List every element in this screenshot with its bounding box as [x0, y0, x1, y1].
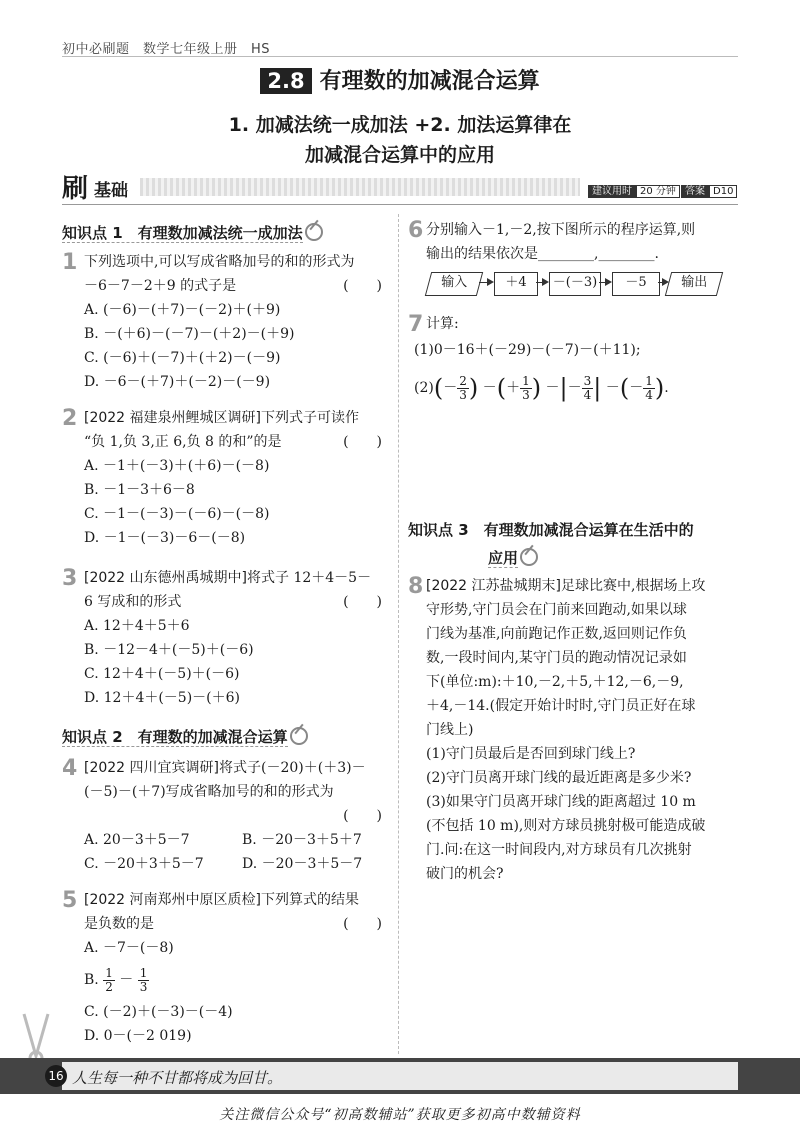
q5-option-d: D. 0－(－2 019): [84, 1028, 192, 1044]
q3-option-b: B. －12－4＋(－5)＋(－6): [84, 642, 254, 658]
question-4: [62, 756, 392, 876]
q1-option-c: C. (－6)＋(－7)＋(＋2)－(－9): [84, 350, 281, 366]
q1-stem1: 下列选项中,可以写成省略加号的和的形式为: [84, 254, 355, 270]
band-label: 基础: [94, 181, 128, 201]
q8-source: [2022 江苏盐城期末]: [426, 578, 562, 594]
footer-promo: 关注微信公众号“初高数辅站”获取更多初高中数辅资料: [219, 1107, 581, 1123]
q8-line-0: 足球比赛中,根据场上攻: [561, 578, 706, 594]
q1-option-b: B. －(＋6)－(－7)－(＋2)－(＋9): [84, 326, 295, 342]
q8-line-1: 守形势,守门员会在门前来回跑动,如果以球: [426, 602, 687, 618]
q2-stem1: 下列式子可读作: [261, 410, 360, 426]
q8-number: 8: [408, 574, 424, 599]
answer-ref: [681, 179, 737, 198]
time-value: 20 分钟: [636, 185, 680, 198]
q8-line-2: 门线为基准,向前跑记作正数,返回则记作负: [426, 626, 687, 642]
pen-icon: [520, 548, 538, 566]
book-header: 初中必刷题 数学七年级上册 HS: [62, 42, 271, 57]
q5-stem1: 下列算式的结果: [261, 892, 360, 908]
q8-sub-1: (1)守门员最后是否回到球门线上?: [426, 746, 636, 762]
q4-number: 4: [62, 756, 78, 781]
question-5: [62, 888, 392, 1048]
q3-option-a: A. 12＋4＋5＋6: [84, 618, 190, 634]
q4-option-a: A. 20－3＋5－7: [84, 832, 190, 848]
knowledge-point-1: [62, 222, 323, 243]
answer-value: D10: [709, 185, 737, 198]
brush-mark: 刷: [62, 174, 89, 204]
q2-stem2: “负 1,负 3,正 6,负 8 的和”的是: [84, 434, 282, 450]
kp3-title-line1: 知识点 3 有理数加减混合运算在生活中的: [408, 521, 694, 539]
q2-option-d: D. －1－(－3)－6－(－8): [84, 530, 246, 546]
question-1: [62, 250, 392, 394]
kp3-title-line2: 应用: [488, 549, 519, 567]
q7-stem: 计算:: [426, 316, 459, 332]
q5-option-b: B. $\frac{1}{2}$ － $\frac{1}{3}$: [84, 965, 148, 994]
q8-line-6: 门线上): [426, 722, 474, 738]
q2-source: [2022 福建泉州鲤城区调研]: [84, 410, 262, 426]
q8-line-3: 数,一段时间内,某守门员的跑动情况记录如: [426, 650, 687, 666]
question-7: [408, 312, 738, 336]
q4-paren: ( ): [343, 808, 382, 824]
q1-stem2: －6－7－2＋9 的式子是: [84, 278, 237, 294]
pen-icon: [305, 223, 323, 241]
section-name: 有理数的加减混合运算: [319, 69, 540, 94]
subtitle-line2: 加减混合运算中的应用: [304, 144, 495, 166]
q3-option-d: D. 12＋4＋(－5)－(＋6): [84, 690, 241, 706]
band-decoration: [140, 178, 580, 196]
footer-motto: 人生每一种不甘都将成为回甘。: [72, 1069, 283, 1087]
q3-option-c: C. 12＋4＋(－5)＋(－6): [84, 666, 240, 682]
q7-number: 7: [408, 312, 424, 337]
header-divider: [62, 56, 738, 57]
q8-sub-3d: 破门的机会?: [426, 866, 504, 882]
question-6: [408, 218, 738, 266]
flow-step-1: ＋4: [494, 272, 538, 296]
q8-line-5: ＋4,－14.(假定开始计时时,守门员正好在球: [426, 698, 696, 714]
flow-arrowhead: [542, 278, 549, 286]
time-label: 建议用时: [588, 185, 636, 198]
flow-input: 输入: [425, 272, 483, 296]
question-3: [62, 566, 392, 710]
section-title: [0, 64, 800, 95]
q1-option-a: A. (－6)－(＋7)－(－2)＋(＋9): [84, 302, 281, 318]
q5-option-a: A. －7－(－8): [84, 940, 174, 956]
q8-sub-2: (2)守门员离开球门线的最近距离是多少米?: [426, 770, 692, 786]
answer-label: 答案: [681, 185, 709, 198]
q3-source: [2022 山东德州禹城期中]: [84, 570, 248, 586]
subtitle-line1: 1. 加减法统一成加法 +2. 加法运算律在: [228, 114, 572, 136]
q5-option-c: C. (－2)＋(－3)－(－4): [84, 1004, 233, 1020]
q5-source: [2022 河南郑州中原区质检]: [84, 892, 262, 908]
q2-option-b: B. －1－3＋6－8: [84, 482, 195, 498]
question-8: [408, 574, 738, 886]
q8-sub-3c: 门.问:在这一时间段内,对方球员有几次挑射: [426, 842, 692, 858]
kp1-title: 知识点 1 有理数加减法统一成加法: [62, 224, 303, 242]
q4-option-c: C. －20＋3＋5－7: [84, 856, 204, 872]
q2-option-c: C. －1－(－3)－(－6)－(－8): [84, 506, 270, 522]
q4-option-b: B. －20－3＋5＋7: [242, 832, 362, 848]
column-divider: [398, 214, 399, 1054]
q7-part-1: (1)0－16＋(－29)－(－7)－(＋11);: [414, 342, 641, 358]
q4-source: [2022 四川宜宾调研]: [84, 760, 220, 776]
q1-paren: ( ): [343, 278, 382, 294]
band-underline: [62, 204, 738, 205]
time-suggestion: [588, 179, 680, 198]
knowledge-point-3: [408, 516, 738, 572]
flow-step-3: －5: [612, 272, 660, 296]
q4-option-d: D. －20－3＋5－7: [242, 856, 363, 872]
flow-arrowhead: [487, 278, 494, 286]
q3-paren: ( ): [343, 594, 382, 610]
q8-sub-3b: (不包括 10 m),则对方球员挑射极可能造成破: [426, 818, 706, 834]
flow-output: 输出: [665, 272, 723, 296]
q2-number: 2: [62, 406, 78, 431]
q3-stem2: 6 写成和的形式: [84, 594, 182, 610]
q8-line-4: 下(单位:m):＋10,－2,＋5,＋12,－6,－9,: [426, 674, 684, 690]
q5-paren: ( ): [343, 916, 382, 932]
q2-option-a: A. －1＋(－3)＋(＋6)－(－8): [84, 458, 270, 474]
flow-step-2: －(－3): [549, 272, 601, 296]
q4-stem1: 将式子(－20)＋(＋3)－: [219, 760, 366, 776]
q3-number: 3: [62, 566, 78, 591]
flow-arrowhead: [605, 278, 612, 286]
kp2-title: 知识点 2 有理数的加减混合运算: [62, 728, 288, 746]
q6-stem2: 输出的结果依次是________,________.: [426, 246, 659, 262]
q2-paren: ( ): [343, 434, 382, 450]
q7-part-2: (2)(－ $\frac{2}{3}$ ) －(＋ $\frac{1}{3}$ ) －|－ $\frac{3}{4}$ | －(－ $\frac{1}{4}$ ).: [414, 373, 669, 402]
q4-stem2: (－5)－(＋7)写成省略加号的和的形式为: [84, 784, 334, 800]
page-number: 16: [45, 1065, 67, 1087]
knowledge-point-2: [62, 726, 308, 747]
pen-icon: [290, 727, 308, 745]
q6-number: 6: [408, 218, 424, 243]
q1-number: 1: [62, 250, 78, 275]
q6-stem1: 分别输入－1,－2,按下图所示的程序运算,则: [426, 222, 696, 238]
q5-number: 5: [62, 888, 78, 913]
section-number: 2.8: [260, 68, 311, 94]
question-2: [62, 406, 392, 550]
q3-stem1: 将式子 12＋4－5－: [247, 570, 372, 586]
q8-sub-3a: (3)如果守门员离开球门线的距离超过 10 m: [426, 794, 696, 810]
q5-stem2: 是负数的是: [84, 916, 154, 932]
q1-option-d: D. －6－(＋7)＋(－2)－(－9): [84, 374, 271, 390]
